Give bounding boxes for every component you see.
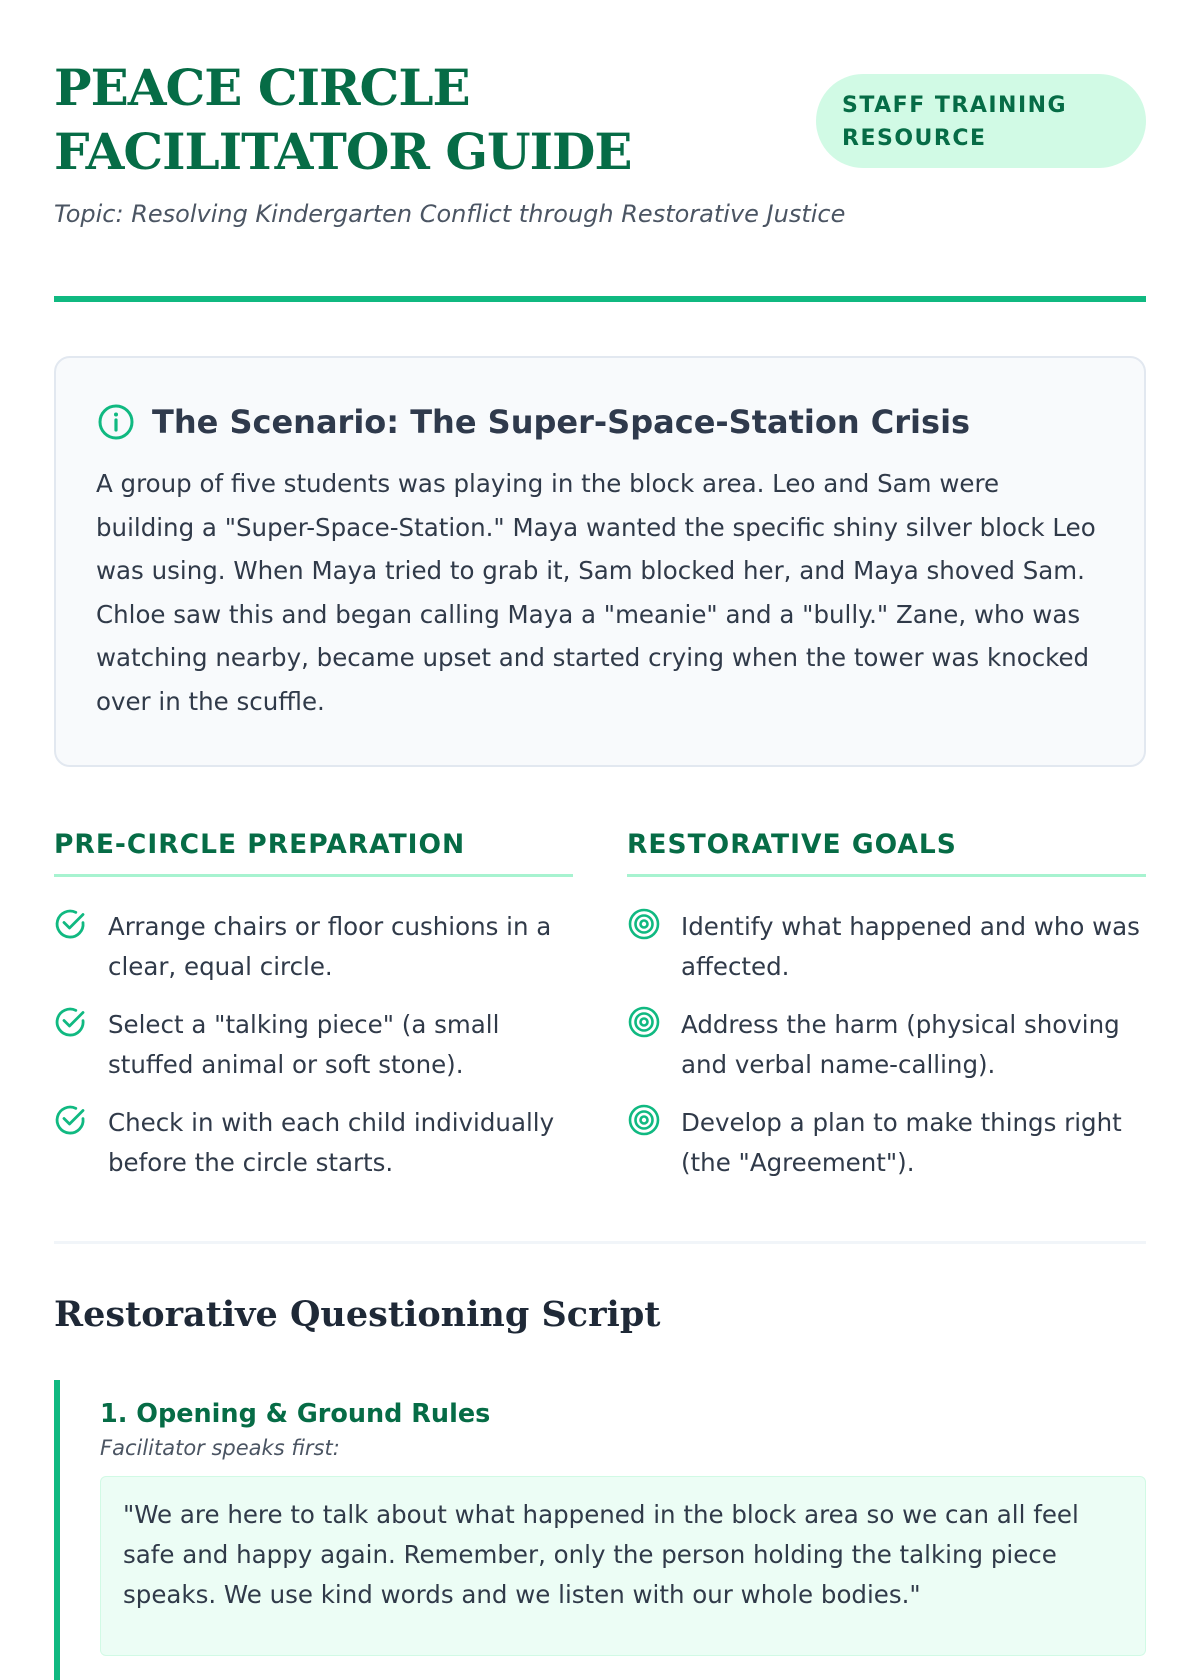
goals-list [627, 907, 1146, 1183]
target-icon [627, 1103, 661, 1137]
script-step [54, 1380, 1146, 1680]
goals-heading: RESTORATIVE GOALS [627, 829, 1146, 877]
preparation-list [54, 907, 573, 1183]
title-line-1: PEACE CIRCLE [54, 58, 470, 117]
script-title: Restorative Questioning Script [54, 1294, 661, 1335]
check-circle-icon [54, 1103, 88, 1137]
target-icon [627, 907, 661, 941]
target-icon [627, 1005, 661, 1039]
preparation-item-text: Select a "talking piece" (a small stuffed animal or soft stone). [108, 1010, 500, 1079]
goal-item-text: Address the harm (physical shoving and verbal name-calling). [681, 1010, 1120, 1079]
goal-item-text: Develop a plan to make things right (the "Agreement"). [681, 1108, 1122, 1177]
topic-subtitle: Topic: Resolving Kindergarten Conflict through Restorative Justice [54, 200, 846, 228]
scenario-header [96, 396, 1104, 448]
list-item [627, 1103, 1146, 1183]
check-circle-icon [54, 907, 88, 941]
scenario-card [54, 356, 1146, 767]
scenario-text: A group of five students was playing in the block area. Leo and Sam were building a "Super-Space-Station." Maya wanted the specific shiny silver block Leo was using. When Maya tried to grab it, Sam blocked her, and Maya shoved Sam. Chloe saw this and began calling Maya a "meanie" and a "bully." Zane, who was watching nearby, became upset and started crying when the tower was knocked over in the scuffle. [96, 469, 1096, 716]
header [54, 56, 1146, 266]
header-divider [54, 296, 1146, 302]
check-circle-icon [54, 1005, 88, 1039]
page-title [54, 56, 754, 184]
scenario-title: The Scenario: The Super-Space-Station Crisis [152, 403, 971, 441]
preparation-item-text: Check in with each child individually before the circle starts. [108, 1108, 555, 1177]
list-item [54, 907, 573, 987]
info-circle-icon [96, 402, 136, 442]
list-item [627, 907, 1146, 987]
goal-item-text: Identify what happened and who was affected. [681, 912, 1140, 981]
preparation-column [54, 829, 573, 1201]
list-item [54, 1005, 573, 1085]
badge-line-1: STAFF TRAINING [842, 93, 1068, 118]
step-note: Facilitator speaks first: [100, 1436, 340, 1460]
list-item [54, 1103, 573, 1183]
title-line-2: FACILITATOR GUIDE [54, 122, 632, 181]
goals-column [627, 829, 1146, 1201]
preparation-heading: PRE-CIRCLE PREPARATION [54, 829, 573, 877]
resource-badge [816, 74, 1146, 168]
list-item [627, 1005, 1146, 1085]
step-title: 1. Opening & Ground Rules [100, 1399, 491, 1429]
badge-line-2: RESOURCE [842, 126, 987, 151]
facilitator-quote: "We are here to talk about what happened in the block area so we can all feel safe and happy again. Remember, only the person holding the talking piece speaks. We use kind words and we listen with our whole bodies." [100, 1476, 1146, 1656]
two-column-section [54, 829, 1146, 1201]
section-divider [54, 1241, 1146, 1244]
preparation-item-text: Arrange chairs or floor cushions in a clear, equal circle. [108, 912, 552, 981]
